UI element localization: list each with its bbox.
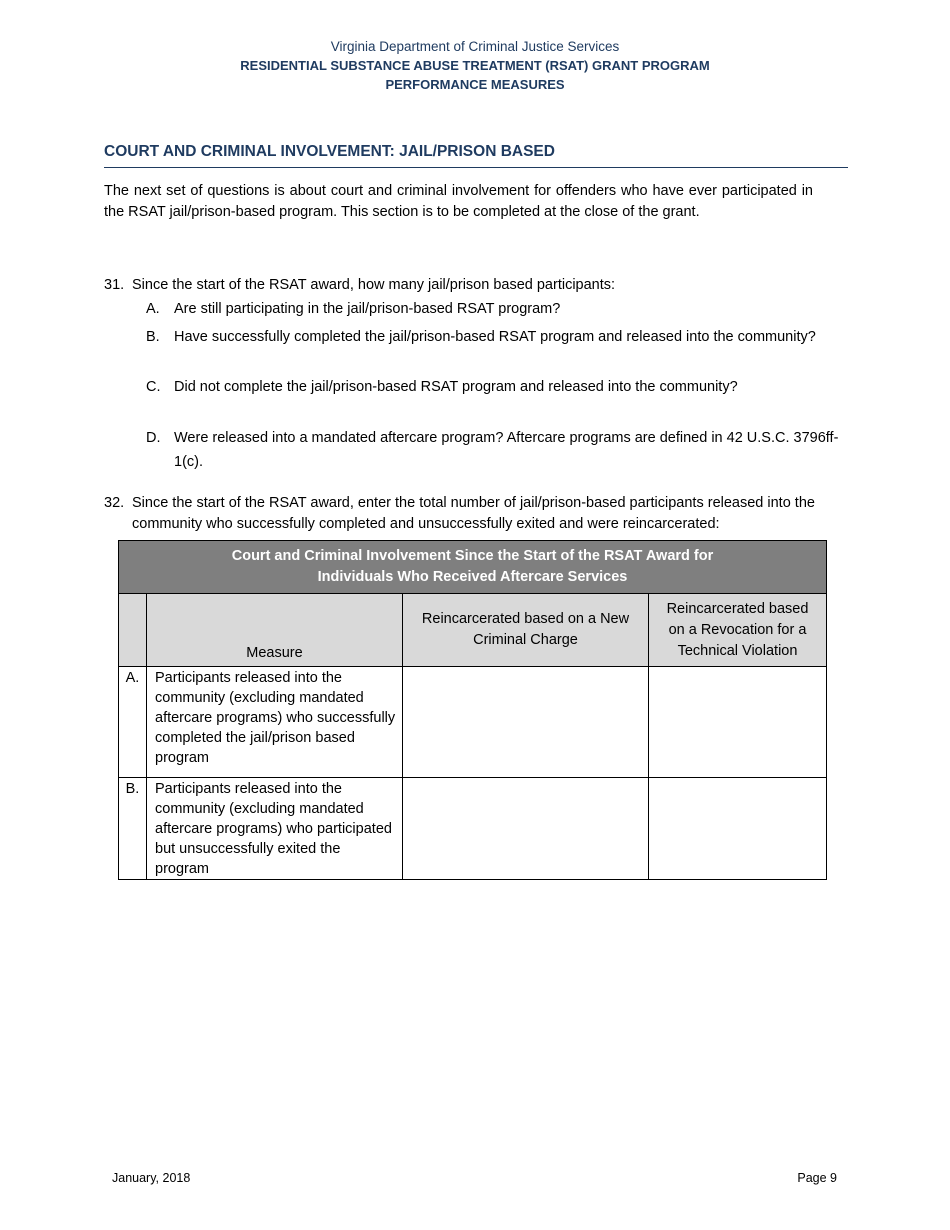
agency-name: Virginia Department of Criminal Justice Services (330, 39, 620, 54)
new-charge-column-header: Reincarcerated based on a New Criminal Charge (403, 594, 649, 667)
item-text: Have successfully completed the jail/prison-based RSAT program and released into the community? (174, 329, 816, 345)
row-letter: A. (119, 667, 147, 778)
question-31-item-a (146, 297, 846, 321)
row-letter: B. (119, 778, 147, 880)
row-measure: Participants released into the community (excluding mandated aftercare programs) who participated but unsuccessfully exited the program (147, 778, 403, 880)
item-letter: D. (146, 430, 161, 446)
section-intro: The next set of questions is about court and criminal involvement for offenders who have ever participated in the RSAT jail/prison-based program. This section is to be completed at the close of the grant. (104, 183, 813, 220)
page-number: Page 9 (797, 1171, 837, 1185)
item-text: Did not complete the jail/prison-based RSAT program and released into the community? (174, 379, 738, 395)
item-letter: C. (146, 379, 161, 395)
question-31-item-c (146, 375, 846, 399)
table-title-line: Court and Criminal Involvement Since the Start of the RSAT Award for (231, 548, 714, 564)
new-charge-entry-cell[interactable] (403, 667, 649, 778)
measure-column-header: Measure (147, 594, 403, 667)
question-31 (104, 275, 844, 296)
item-letter: B. (146, 329, 160, 345)
footer-date: January, 2018 (112, 1171, 191, 1185)
item-letter: A. (146, 301, 160, 317)
table-row (119, 667, 827, 778)
question-32 (104, 493, 844, 532)
program-name: RESIDENTIAL SUBSTANCE ABUSE TREATMENT (RSAT) GRANT PROGRAM (240, 58, 710, 73)
table-header-row (119, 594, 827, 667)
item-text: Were released into a mandated aftercare program? Aftercare programs are defined in 42 U.S.C. 3796ff-1(c). (174, 430, 839, 470)
question-text: Since the start of the RSAT award, enter the total number of jail/prison-based participants released into the community who successfully completed and unsuccessfully exited and were reincarcerated: (132, 495, 815, 532)
technical-violation-column-header: Reincarcerated based on a Revocation for a Technical Violation (649, 594, 827, 667)
technical-violation-entry-cell[interactable] (649, 778, 827, 880)
question-number: 31. (104, 277, 125, 293)
court-involvement-table (118, 540, 827, 880)
technical-violation-entry-cell[interactable] (649, 667, 827, 778)
letter-column-header (119, 594, 147, 667)
item-text: Are still participating in the jail/prison-based RSAT program? (174, 301, 561, 317)
question-number: 32. (104, 495, 125, 511)
new-charge-entry-cell[interactable] (403, 778, 649, 880)
document-title: PERFORMANCE MEASURES (385, 77, 565, 92)
question-text: Since the start of the RSAT award, how many jail/prison based participants: (132, 277, 616, 293)
question-31-item-d (146, 426, 846, 474)
table-row (119, 778, 827, 880)
row-measure: Participants released into the community (excluding mandated aftercare programs) who successfully completed the jail/prison based program (147, 667, 403, 778)
table-title (119, 541, 827, 594)
page-header (0, 37, 950, 94)
section-title: COURT AND CRIMINAL INVOLVEMENT: JAIL/PRISON BASED (104, 143, 848, 168)
question-31-item-b (146, 325, 846, 349)
table-title-line: Individuals Who Received Aftercare Services (317, 569, 628, 585)
table-title-row (119, 541, 827, 594)
